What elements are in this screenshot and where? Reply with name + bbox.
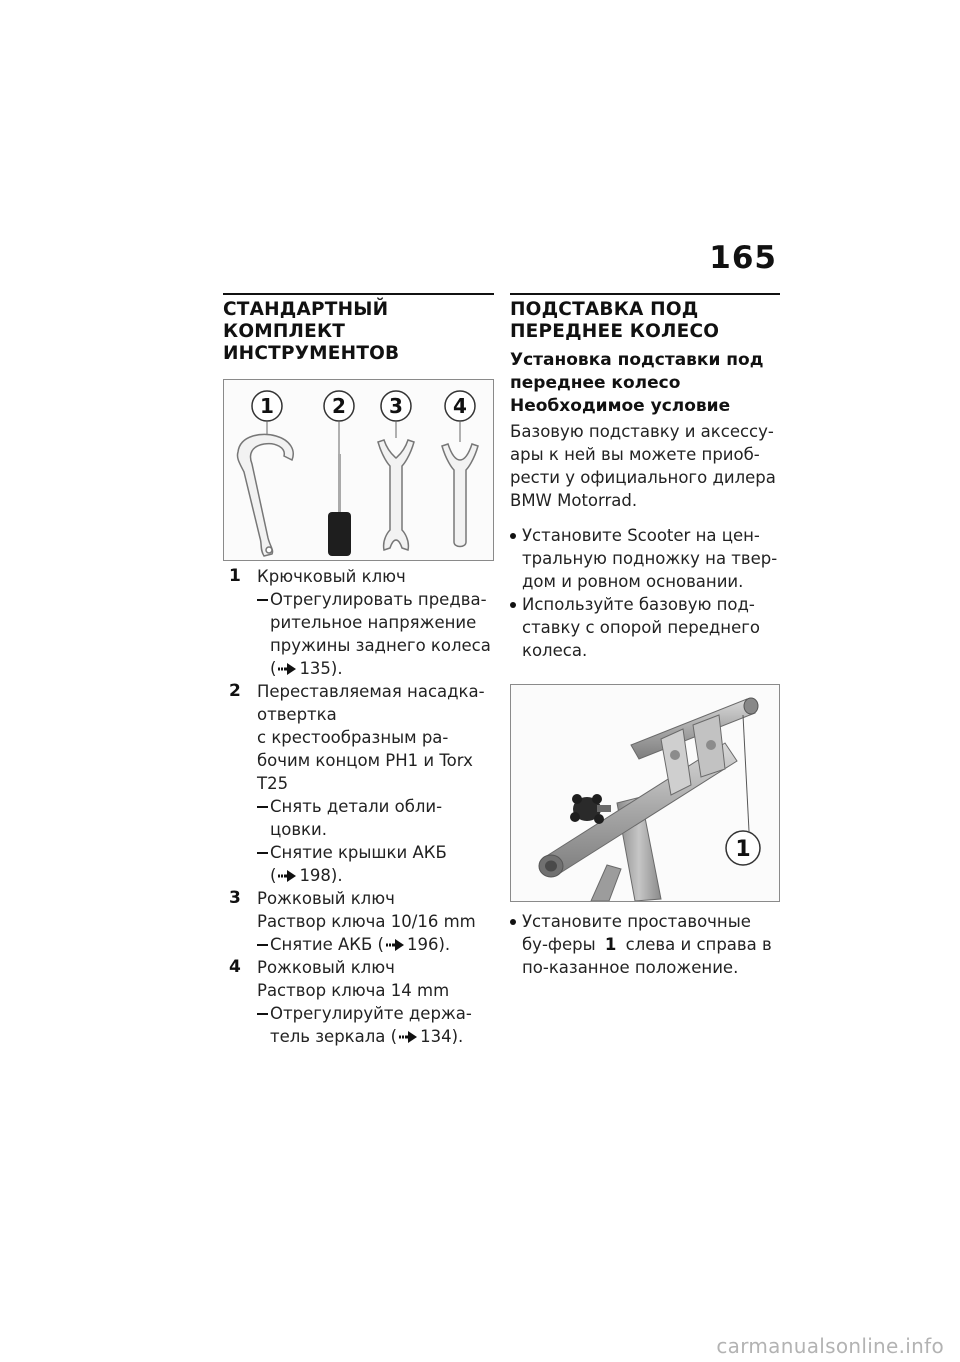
legend-text: Крючковый ключ <box>257 567 406 586</box>
bullet-item <box>510 910 780 979</box>
legend-dash-item <box>257 588 494 680</box>
page-reference[interactable]: ( 134). <box>390 1027 464 1046</box>
dash-text: Отрегулировать предва-рительное напряжение пружины заднего колеса <box>270 590 491 655</box>
dash-text: Снятие крышки АКБ <box>270 843 447 862</box>
heading-line: ПЕРЕДНЕЕ КОЛЕСО <box>510 321 720 342</box>
heading-line: СТАНДАРТНЫЙ <box>223 299 389 320</box>
open-end-wrench-14-drawing <box>442 444 478 547</box>
tools-legend <box>223 565 494 1048</box>
legend-dash-item <box>257 841 494 887</box>
legend-dash-item <box>257 795 494 841</box>
prerequisite-bullets <box>510 524 780 662</box>
heading-line: ПОДСТАВКА ПОД <box>510 299 699 320</box>
dash-text: Снятие АКБ <box>270 935 373 954</box>
tools-illustration <box>224 380 493 560</box>
callout-number: 2 <box>332 394 346 418</box>
dash-text: Отрегулируйте держа-тель зеркала <box>270 1004 472 1046</box>
page-reference-number: 196). <box>406 935 451 954</box>
bullet-text: Установите проставочные бу-феры <box>522 912 751 954</box>
bullet-item: Установите Scooter на цен-тральную подножку на твер-дом и ровном основании. <box>510 524 780 593</box>
legend-item <box>223 956 494 1048</box>
figure-reference-number: 1 <box>604 935 617 954</box>
arrow-right-icon <box>278 663 296 675</box>
legend-dash-item <box>257 933 494 956</box>
legend-item <box>223 565 494 680</box>
arrow-right-icon <box>278 870 296 882</box>
page-reference[interactable]: ( 198). <box>270 866 343 885</box>
legend-dash-item <box>257 1002 494 1048</box>
screwdriver-drawing <box>328 454 351 556</box>
callout-number: 1 <box>735 837 751 862</box>
arrow-right-icon <box>386 939 404 951</box>
legend-text: Рожковый ключ <box>257 958 395 977</box>
section-rule <box>223 293 494 295</box>
callout-number: 3 <box>389 394 403 418</box>
callout-number: 4 <box>453 394 467 418</box>
legend-number: 4 <box>229 957 241 977</box>
watermark: carmanualsonline.info <box>716 1334 944 1358</box>
hook-wrench-drawing <box>237 434 293 556</box>
bullet-item: Используйте базовую под-ставку с опорой переднего колеса. <box>510 593 780 662</box>
page-reference[interactable]: ( 196). <box>377 935 451 954</box>
open-end-wrench-10-16-drawing <box>378 440 414 550</box>
legend-text: Рожковый ключ <box>257 889 395 908</box>
legend-number: 1 <box>229 566 241 586</box>
front-stand-figure <box>510 684 780 902</box>
subheading-prerequisite: Необходимое условие <box>510 396 731 416</box>
tools-figure <box>223 379 494 561</box>
legend-item <box>223 887 494 956</box>
legend-text: Переставляемая насадка-отвертка <box>257 682 485 724</box>
bullet-text: слева и справа в по-казанное положение. <box>522 935 772 977</box>
legend-item <box>223 680 494 887</box>
subheading-install: Установка подставки под переднее колесо <box>510 350 764 393</box>
dash-text: Снять детали обли-цовки. <box>270 797 443 839</box>
install-bullets <box>510 910 780 979</box>
legend-number: 3 <box>229 888 241 908</box>
page-reference-number: 134). <box>420 1027 464 1046</box>
page-number: 165 <box>709 240 777 276</box>
page-reference[interactable]: ( 135). <box>270 659 343 678</box>
section-rule <box>510 293 780 295</box>
callout-number: 1 <box>260 394 274 418</box>
right-column <box>510 293 780 979</box>
legend-number: 2 <box>229 681 241 701</box>
left-column <box>223 293 494 1048</box>
arrow-right-icon <box>399 1031 417 1043</box>
section-heading-front-stand <box>510 299 780 343</box>
section-heading-tools <box>223 299 494 365</box>
legend-text: с крестообразным ра-бочим концом PH1 и Torx T25 <box>257 728 473 793</box>
intro-paragraph: Базовую подставку и аксессу-ары к ней вы можете приоб-рести у официального дилера BMW Motorrad. <box>510 422 776 510</box>
legend-text: Раствор ключа 10/16 mm <box>257 912 476 931</box>
heading-line: КОМПЛЕКТ ИНСТРУМЕНТОВ <box>223 321 400 364</box>
page-reference-number: 135). <box>299 659 343 678</box>
front-stand-illustration <box>511 685 779 901</box>
page-reference-number: 198). <box>299 866 343 885</box>
legend-text: Раствор ключа 14 mm <box>257 981 450 1000</box>
